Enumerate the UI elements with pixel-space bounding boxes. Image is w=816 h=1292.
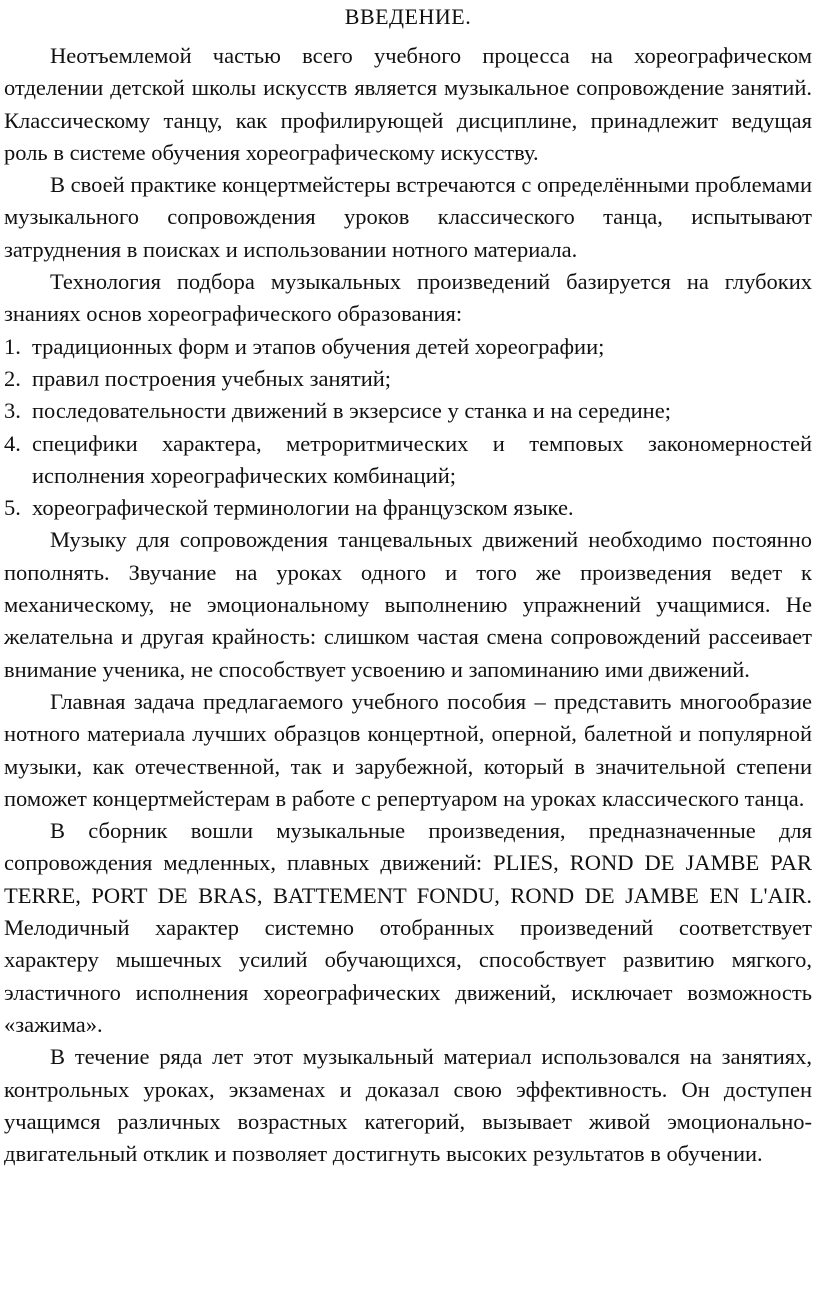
paragraph-intro: Неотъемлемой частью всего учебного процесса на хореографическом отделении детской школы искусств является музыкальное сопровождение занятий. Классическому танцу, как профилирующей дисциплине, принадлежит ведущая роль в системе обучения хореографическому искусству. [4, 43, 812, 165]
list-item [4, 395, 812, 427]
paragraph-collection-contents: В сборник вошли музыкальные произведения, предназначенные для сопровождения медленных, плавных движений: PLIES, ROND DE JAMBE PAR TERRE, PORT DE BRAS, BATTEMENT FONDU, ROND DE JAMBE EN L'AIR. Мелодичный характер системно отобранных произведений соответствует характеру мышечных усилий обучающихся, способствует развитию мягкого, эластичного исполнения хореографических движений, исключает возможность «зажима». [4, 818, 812, 1037]
paragraph-effectiveness: В течение ряда лет этот музыкальный материал использовался на занятиях, контрольных уроках, экзаменах и доказал свою эффективность. Он доступен учащимся различных возрастных категорий, вызывает живой эмоционально-двигательный отклик и позволяет достигнуть высоких результатов в обучении. [4, 1044, 812, 1167]
list-item [4, 492, 812, 524]
list-item [4, 428, 812, 493]
page-title: ВВЕДЕНИЕ. [344, 4, 472, 29]
list-item-number: 5. [4, 495, 21, 521]
list-item-text: традиционных форм и этапов обучения детей хореографии; [32, 333, 605, 359]
list-item-number: 3. [4, 398, 21, 424]
list-item [4, 363, 812, 395]
list-item-text: специфики характера, метроритмических и темповых закономерностей исполнения хореографических комбинаций; [32, 430, 812, 488]
list-item [4, 331, 812, 363]
list-item-text: правил построения учебных занятий; [32, 365, 392, 391]
paragraph-problems: В своей практике концертмейстеры встречаются с определёнными проблемами музыкального сопровождения уроков классического танца, испытывают затруднения в поисках и использовании нотного материала. [4, 172, 812, 262]
paragraph-main-goal: Главная задача предлагаемого учебного пособия – представить многообразие нотного материала лучших образцов концертной, оперной, балетной и популярной музыки, как отечественной, так и зарубежной, который в значительной степени поможет концертмейстерам в работе с репертуаром на уроках классического танца. [4, 688, 812, 811]
numbered-list [4, 331, 812, 525]
list-item-number: 2. [4, 365, 21, 391]
list-item-number: 4. [4, 430, 21, 456]
list-item-text: хореографической терминологии на французском языке. [32, 495, 574, 521]
paragraph-music-repertoire: Музыку для сопровождения танцевальных движений необходимо постоянно пополнять. Звучание на уроках одного и того же произведения ведет к механическому, не эмоциональному выполнению упражнений учащимися. Не желательна и другая крайность: слишком частая смена сопровождений рассеивает внимание ученика, не способствует усвоению и запоминанию ими движений. [4, 527, 812, 682]
list-item-number: 1. [4, 333, 21, 359]
paragraph-technology: Технология подбора музыкальных произведений базируется на глубоких знаниях основ хореографического образования: [4, 269, 812, 327]
list-item-text: последовательности движений в экзерсисе у станка и на середине; [32, 398, 671, 424]
